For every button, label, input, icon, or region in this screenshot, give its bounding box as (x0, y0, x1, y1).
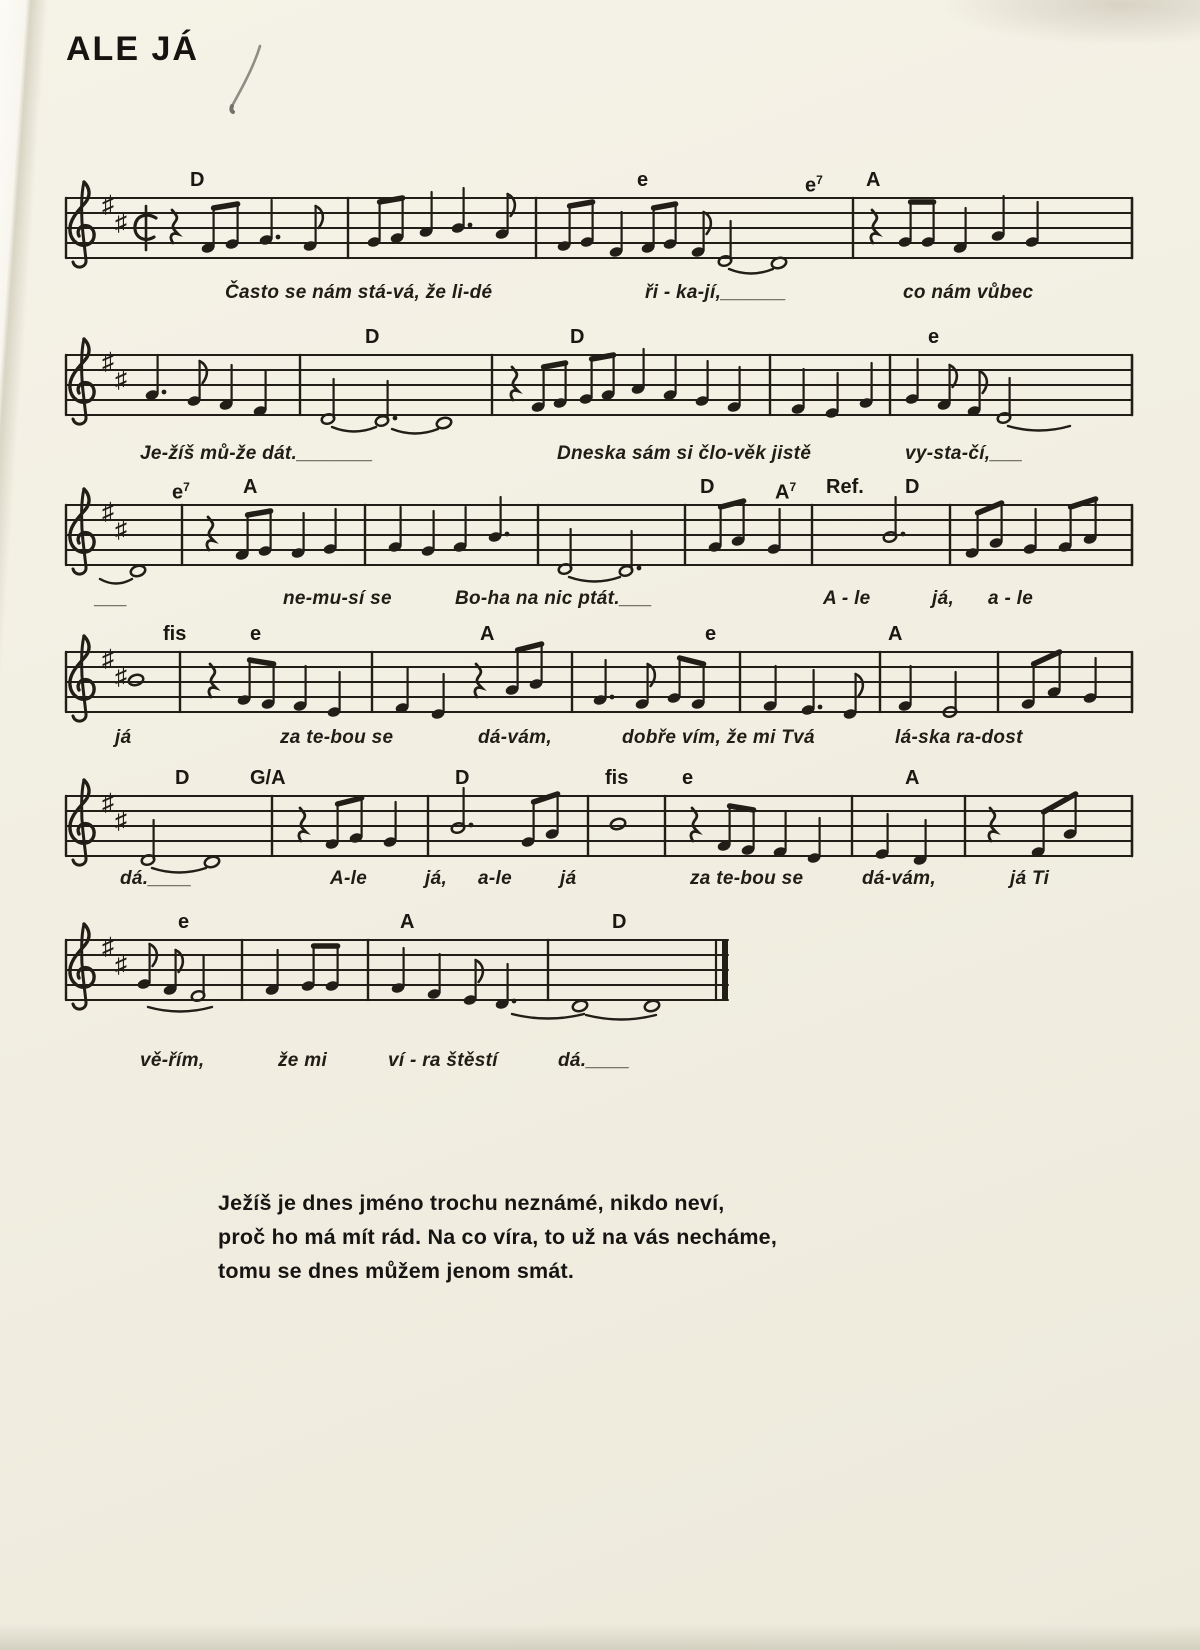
lyric-text: ví - ra štěstí (388, 1050, 498, 1071)
chord-label: fis (163, 623, 187, 645)
chord-label: fis (605, 767, 629, 789)
chord-label: D (905, 476, 920, 498)
svg-text:♯: ♯ (102, 789, 114, 816)
lyric-text: A - le (823, 588, 871, 609)
lyric-text: a - le (988, 588, 1034, 609)
lyric-text: lá-ska ra-dost (895, 727, 1023, 748)
staff-system (0, 910, 1200, 1090)
chord-label: $A^7$ (775, 480, 797, 504)
lyric-text: ___ (95, 588, 128, 609)
verse-line: tomu se dnes můžem jenom smát. (218, 1259, 575, 1283)
svg-text:♯: ♯ (115, 663, 127, 690)
lyric-text: ři - ka-jí,______ (645, 282, 787, 303)
staff-notation (60, 475, 1140, 587)
lyric-text: co nám vůbec (903, 282, 1034, 303)
chord-label: D (612, 911, 627, 933)
verse-paragraph (218, 1186, 998, 1288)
verse-line: proč ho má mít rád. Na co víra, to už na vás necháme, (218, 1225, 778, 1249)
chord-label: A (480, 623, 495, 645)
song-title: ALE JÁ (66, 30, 199, 68)
lyric-text: já (560, 868, 577, 889)
svg-text:♯: ♯ (115, 366, 127, 393)
lyric-text: ne-mu-sí se (283, 588, 392, 609)
chord-label: e (178, 911, 190, 933)
lyric-text: dá-vám, (862, 868, 936, 889)
lyric-text: A-le (330, 868, 368, 889)
lyric-text: dobře vím, že mi Tvá (622, 727, 815, 748)
staff-notation (60, 622, 1140, 734)
lyric-text: vě-řím, (140, 1050, 205, 1071)
lyric-text: Bo-ha na nic ptát.___ (455, 588, 653, 609)
lyric-text: Dneska sám si člo-věk jistě (557, 443, 812, 464)
svg-text:♯: ♯ (115, 807, 127, 834)
lyric-text: já Ti (1010, 868, 1050, 889)
svg-text:♯: ♯ (115, 516, 127, 543)
chord-label: G/A (250, 767, 286, 789)
chord-label: A (888, 623, 903, 645)
chord-label: e (682, 767, 694, 789)
staff-notation (60, 910, 1140, 1022)
svg-text:♯: ♯ (102, 498, 114, 525)
lyric-text: já, (425, 868, 448, 889)
lyric-text: Často se nám stá-vá, že li-dé (225, 282, 493, 303)
staff-notation (60, 325, 1140, 437)
chord-label: D (455, 767, 470, 789)
chord-label: $e^7$ (172, 480, 190, 504)
chord-label: D (175, 767, 190, 789)
svg-text:♯: ♯ (102, 933, 114, 960)
pencil-checkmark (222, 40, 272, 120)
chord-label: A (243, 476, 258, 498)
refrain-label: Ref. (826, 476, 864, 498)
lyric-text: za te-bou se (280, 727, 394, 748)
staff-notation (60, 766, 1140, 878)
chord-label: e (250, 623, 262, 645)
chord-label: A (400, 911, 415, 933)
lyric-text: za te-bou se (690, 868, 804, 889)
chord-label: e (637, 169, 649, 191)
chord-label: e (928, 326, 940, 348)
chord-label: D (365, 326, 380, 348)
lyric-text: že mi (278, 1050, 328, 1071)
chord-label: A (905, 767, 920, 789)
lyric-text: vy-sta-čí,___ (905, 443, 1023, 464)
chord-label: e (705, 623, 717, 645)
staff-notation (60, 168, 1140, 280)
lyric-text: já, (932, 588, 955, 609)
chord-label: $e^7$ (805, 173, 823, 197)
staff-system (0, 168, 1200, 348)
lyric-text: já (115, 727, 132, 748)
svg-text:♯: ♯ (115, 951, 127, 978)
svg-text:♯: ♯ (102, 191, 114, 218)
chord-label: D (570, 326, 585, 348)
verse-line: Ježíš je dnes jméno trochu neznámé, nikdo neví, (218, 1191, 725, 1215)
lyric-text: dá.____ (558, 1050, 630, 1071)
lyric-text: dá-vám, (478, 727, 552, 748)
svg-text:♯: ♯ (102, 645, 114, 672)
lyric-text: Je-žíš mů-že dát._______ (140, 443, 374, 464)
chord-label: A (866, 169, 881, 191)
svg-text:♯: ♯ (115, 209, 127, 236)
lyric-text: dá.____ (120, 868, 192, 889)
svg-text:♯: ♯ (102, 348, 114, 375)
chord-label: D (700, 476, 715, 498)
lyric-text: a-le (478, 868, 512, 889)
chord-label: D (190, 169, 205, 191)
scan-smudge (940, 0, 1200, 46)
